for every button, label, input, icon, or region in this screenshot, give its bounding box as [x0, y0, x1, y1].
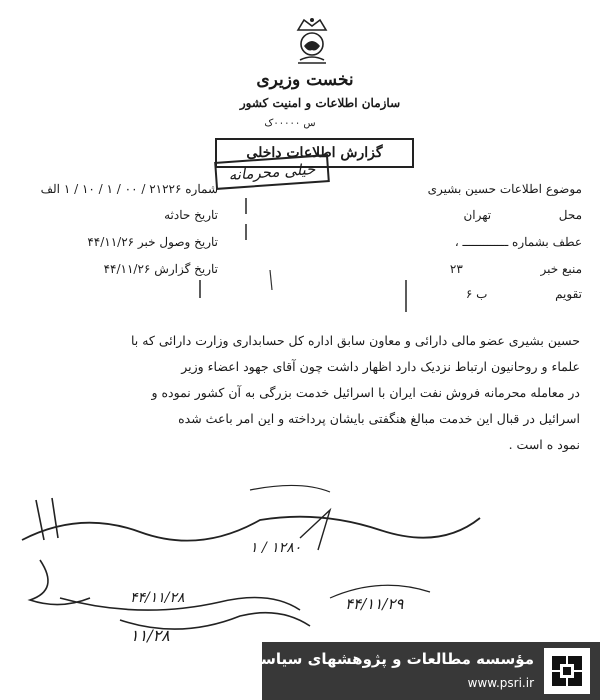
- handwritten-note-4: ۱۱/۲۸: [130, 626, 170, 645]
- institute-url: www.psri.ir: [467, 676, 534, 690]
- handwritten-note-2: ۴۴/۱۱/۲۹: [345, 595, 404, 613]
- body-line-3: در معامله محرمانه فروش نفت ایران با اسرائیل خدمت بزرگی به آن کشور نموده و: [151, 385, 580, 400]
- body-line-4: اسرائیل در قبال این خدمت مبالغ هنگفتی بایشان پرداخته و این امر باعث شده: [178, 411, 580, 426]
- handwritten-note-3: ۴۴/۱۱/۲۸: [130, 590, 185, 606]
- location-label: محل: [558, 208, 582, 222]
- body-line-5: نمود ه است .: [508, 437, 580, 452]
- receipt-date-value: ۴۴/۱۱/۲۶: [87, 235, 135, 249]
- form-tick-marks: [0, 0, 600, 330]
- institute-watermark: [245, 642, 600, 700]
- ministry-heading: نخست وزیری: [256, 70, 354, 90]
- body-line-2: علماء و روحانیون ارتباط نزدیک دارد اظهار داشت چون آقای جهود اعضاء وزیر: [181, 359, 580, 374]
- ref-label: عطف بشماره: [512, 235, 582, 249]
- handwritten-note-1: ۱۲۸۰ / ۱: [250, 540, 302, 556]
- number-value: ۲۱۲۲۶ / ۰۰ / ۱ / ۱۰ / ۱ الف: [40, 182, 182, 196]
- handwritten-scribbles: [0, 480, 600, 650]
- report-date-label: تاریخ گزارش: [154, 262, 218, 276]
- report-date-value: ۴۴/۱۱/۲۶: [103, 262, 151, 276]
- event-date-label: تاریخ حادثه: [164, 208, 218, 222]
- source-value: ۲۳: [449, 262, 463, 276]
- reference-code: س ۰۰۰۰۰ک: [264, 118, 316, 129]
- source-label: منبع خبر: [540, 262, 582, 276]
- psri-logo-icon: [544, 648, 590, 694]
- number-label: شماره: [185, 182, 218, 196]
- report-body: [40, 328, 580, 458]
- institute-name: مؤسسه مطالعات و پژوهشهای سیاسی: [245, 650, 534, 668]
- classification-stamp: خیلی محرمانه: [214, 154, 330, 190]
- evaluation-value: ب ۶: [465, 287, 488, 301]
- evaluation-label: تقویم: [555, 287, 582, 301]
- report-title-box: گزارش اطلاعات داخلی: [215, 138, 414, 168]
- location-value: تهران: [463, 208, 492, 222]
- subject-value: اطلاعات حسین بشیری: [427, 182, 542, 196]
- receipt-date-label: تاریخ وصول خبر: [137, 235, 218, 249]
- ref-row: عطف بشماره ـــــــــــــ ،: [454, 235, 582, 249]
- body-line-1: حسین بشیری عضو مالی دارائی و معاون سابق اداره کل حسابداری وزارت دارائی که با: [130, 333, 580, 348]
- subject-label: موضوع: [545, 182, 582, 196]
- organization-heading: سازمان اطلاعات و امنیت کشور: [239, 96, 401, 110]
